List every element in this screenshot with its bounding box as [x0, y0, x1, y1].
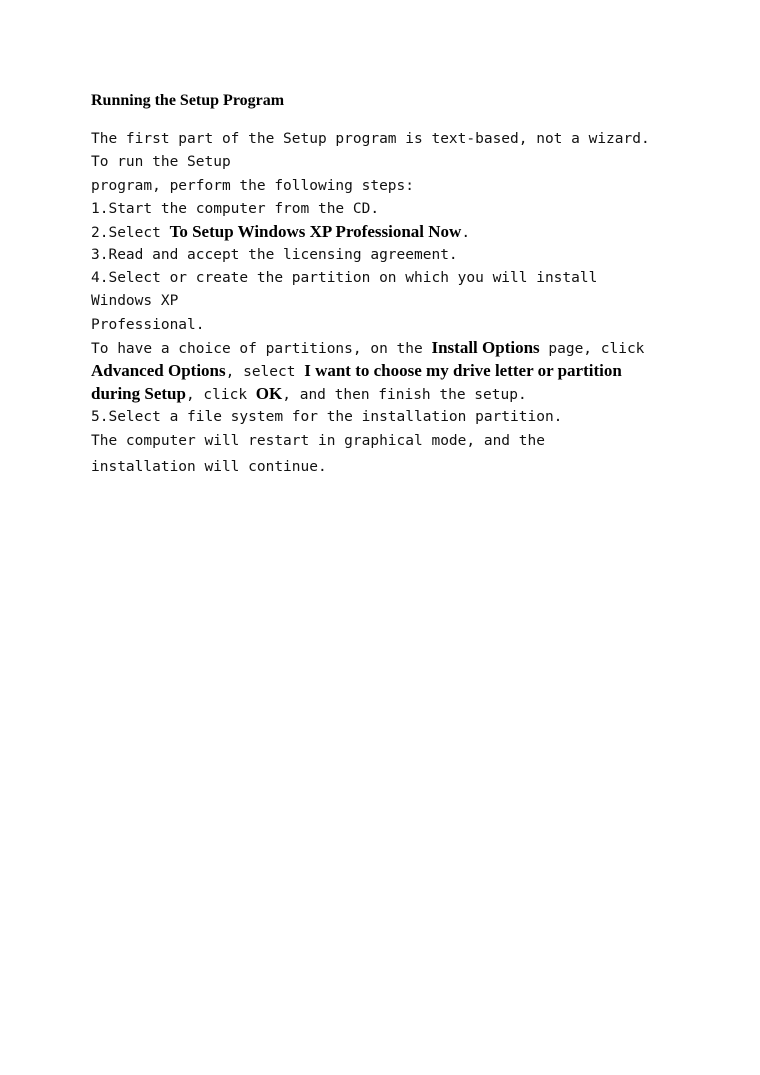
- intro-line-3: program, perform the following steps:: [91, 178, 415, 194]
- during-setup-term: during Setup: [91, 384, 186, 403]
- step-4-line-1: 4.Select or create the partition on which you will install: [91, 270, 598, 286]
- choose-drive-letter-term: I want to choose my drive letter or partition: [304, 361, 622, 380]
- options-suffix: , and then finish the setup.: [282, 387, 527, 403]
- step-2-option-name: To Setup Windows XP Professional Now: [169, 222, 462, 241]
- intro-line-2: To run the Setup: [91, 154, 231, 170]
- ok-term: OK: [255, 384, 283, 403]
- intro-line-1: The first part of the Setup program is text-based, not a wizard.: [91, 131, 650, 147]
- advanced-options-term: Advanced Options: [91, 361, 226, 380]
- step-5: 5.Select a file system for the installation partition.: [91, 409, 563, 425]
- step-3: 3.Read and accept the licensing agreement.: [91, 247, 458, 263]
- restart-line-2: installation will continue.: [91, 459, 327, 475]
- options-line-3: [91, 384, 527, 405]
- restart-line-1: The computer will restart in graphical mode, and the: [91, 433, 545, 449]
- options-mid-2: , select: [225, 364, 305, 380]
- step-1: 1.Start the computer from the CD.: [91, 201, 380, 217]
- install-options-term: Install Options: [431, 338, 540, 357]
- step-2-suffix: .: [461, 225, 471, 241]
- step-4-line-3: Professional.: [91, 317, 205, 333]
- document-title: Running the Setup Program: [91, 92, 285, 109]
- step-4-line-2: Windows XP: [91, 293, 179, 309]
- options-mid-3: , click: [185, 387, 256, 403]
- options-line-2: [91, 361, 622, 382]
- options-line-1: [91, 338, 644, 359]
- step-2-prefix: 2.Select: [91, 225, 170, 241]
- options-prefix: To have a choice of partitions, on the: [91, 341, 432, 357]
- step-2: [91, 222, 470, 243]
- options-mid-1: page, click: [539, 341, 645, 357]
